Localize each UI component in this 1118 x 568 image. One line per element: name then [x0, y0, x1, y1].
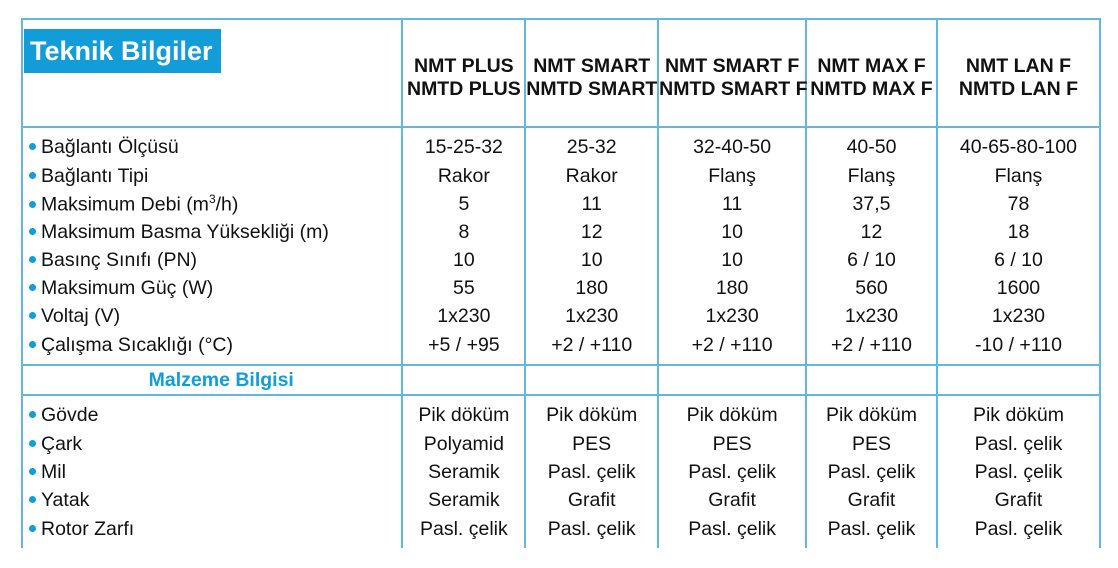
spec-value: 10 [658, 218, 806, 246]
model-name: NMT LAN F [965, 55, 1071, 77]
spec-value: 1x230 [525, 302, 658, 330]
spec-label [22, 430, 402, 458]
spec-value: 32-40-50 [658, 127, 806, 162]
spec-value: -10 / +110 [937, 330, 1100, 365]
bullet-icon [29, 201, 36, 208]
technical-spec-table [21, 18, 1101, 548]
spec-value: +2 / +110 [525, 330, 658, 365]
model-header-5 [937, 19, 1100, 127]
spec-value: Flanş [658, 162, 806, 190]
spec-label [22, 395, 402, 430]
spec-value: 6 / 10 [937, 246, 1100, 274]
spec-label-text: Mil [41, 460, 66, 483]
material-rows [22, 395, 1100, 548]
spec-label-text: Çark [41, 432, 83, 455]
bullet-icon [29, 411, 36, 418]
spec-value: 40-65-80-100 [937, 127, 1100, 162]
spec-row [22, 162, 1100, 190]
bullet-icon [29, 440, 36, 447]
bullet-icon [29, 468, 36, 475]
spec-label-text: Maksimum Güç (W) [41, 276, 214, 299]
spec-label [22, 274, 402, 302]
spec-label-text: Yatak [41, 488, 90, 511]
spec-label [22, 127, 402, 162]
model-name: NMT SMART F [664, 55, 800, 77]
spec-value: 40-50 [806, 127, 937, 162]
model-name-alt: NMTD SMART [526, 78, 658, 100]
spec-label-text: Çalışma Sıcaklığı (°C) [41, 333, 234, 356]
spec-row [22, 330, 1100, 365]
spec-row [22, 395, 1100, 430]
spec-value: 560 [806, 274, 937, 302]
spec-value: Grafit [525, 486, 658, 514]
model-name: NMT MAX F [817, 55, 926, 77]
spec-value: 15-25-32 [402, 127, 525, 162]
spec-value: 10 [402, 246, 525, 274]
spec-label-text: Maksimum Basma Yüksekliği (m) [41, 220, 329, 243]
spec-label [22, 190, 402, 218]
model-name-alt: NMTD SMART F [659, 78, 808, 100]
spec-value: 1x230 [806, 302, 937, 330]
spec-value: 78 [937, 190, 1100, 218]
spec-value: Grafit [806, 486, 937, 514]
spec-value: 5 [402, 190, 525, 218]
model-name-alt: NMTD MAX F [810, 78, 933, 100]
spec-row [22, 302, 1100, 330]
spec-value: +2 / +110 [806, 330, 937, 365]
spec-value: Rakor [402, 162, 525, 190]
model-header-4 [806, 19, 937, 127]
spec-value: Pasl. çelik [658, 514, 806, 548]
bullet-icon [29, 312, 36, 319]
spec-value: Seramik [402, 486, 525, 514]
spec-value: Grafit [658, 486, 806, 514]
model-header-2 [525, 19, 658, 127]
model-header-3 [658, 19, 806, 127]
spec-row [22, 514, 1100, 548]
spec-value: PES [525, 430, 658, 458]
empty-cell [658, 365, 806, 395]
spec-value: 55 [402, 274, 525, 302]
spec-value: Pik döküm [937, 395, 1100, 430]
empty-cell [525, 365, 658, 395]
empty-cell [402, 365, 525, 395]
model-header-1 [402, 19, 525, 127]
model-name: NMT SMART [533, 55, 651, 77]
spec-label-text: Maksimum Debi (m [41, 193, 209, 216]
header-row [22, 19, 1100, 127]
material-section-title: Malzeme Bilgisi [22, 365, 402, 395]
spec-value: 180 [658, 274, 806, 302]
spec-value: 1x230 [937, 302, 1100, 330]
spec-value: 12 [806, 218, 937, 246]
spec-value: 6 / 10 [806, 246, 937, 274]
bullet-icon [29, 525, 36, 532]
spec-label-text: Basınç Sınıfı (PN) [41, 248, 198, 271]
bullet-icon [29, 143, 36, 150]
bullet-icon [29, 496, 36, 503]
spec-value: 10 [525, 246, 658, 274]
bullet-icon [29, 341, 36, 348]
spec-label [22, 514, 402, 548]
spec-value: Pasl. çelik [806, 514, 937, 548]
empty-cell [937, 365, 1100, 395]
spec-row [22, 430, 1100, 458]
spec-value: Pik döküm [658, 395, 806, 430]
spec-value: Pasl. çelik [937, 458, 1100, 486]
spec-row [22, 127, 1100, 162]
material-section-row [22, 365, 1100, 395]
spec-value: +2 / +110 [658, 330, 806, 365]
spec-label [22, 162, 402, 190]
spec-label-text: /h) [215, 193, 239, 216]
spec-label-text: Bağlantı Ölçüsü [41, 135, 179, 158]
model-name: NMT PLUS [414, 55, 514, 77]
spec-row [22, 274, 1100, 302]
spec-label-text: Rotor Zarfı [41, 517, 135, 540]
spec-label [22, 218, 402, 246]
spec-value: 1x230 [402, 302, 525, 330]
spec-label-text: Voltaj (V) [41, 304, 121, 327]
spec-value: Pik döküm [806, 395, 937, 430]
spec-row [22, 246, 1100, 274]
spec-value: 10 [658, 246, 806, 274]
spec-value: Polyamid [402, 430, 525, 458]
model-name-alt: NMTD PLUS [406, 78, 521, 100]
spec-value: 8 [402, 218, 525, 246]
spec-value: 1600 [937, 274, 1100, 302]
spec-label [22, 330, 402, 365]
spec-value: Pik döküm [402, 395, 525, 430]
spec-value: Pasl. çelik [525, 458, 658, 486]
spec-label [22, 458, 402, 486]
spec-value: 18 [937, 218, 1100, 246]
spec-value: +5 / +95 [402, 330, 525, 365]
spec-value: Flanş [806, 162, 937, 190]
spec-value: 37,5 [806, 190, 937, 218]
spec-label [22, 486, 402, 514]
spec-value: Pasl. çelik [806, 458, 937, 486]
spec-value: Seramik [402, 458, 525, 486]
spec-value: Pasl. çelik [525, 514, 658, 548]
spec-value: PES [658, 430, 806, 458]
spec-value: 11 [658, 190, 806, 218]
spec-value: PES [806, 430, 937, 458]
bullet-icon [29, 284, 36, 291]
bullet-icon [29, 172, 36, 179]
spec-value: Pasl. çelik [937, 430, 1100, 458]
bullet-icon [29, 256, 36, 263]
spec-value: Pasl. çelik [658, 458, 806, 486]
spec-label-text: Gövde [41, 403, 99, 426]
spec-label-text: 3 [208, 191, 216, 206]
spec-value: Rakor [525, 162, 658, 190]
model-name-alt: NMTD LAN F [958, 78, 1079, 100]
empty-cell [806, 365, 937, 395]
spec-value: 12 [525, 218, 658, 246]
spec-value: Pik döküm [525, 395, 658, 430]
spec-value: Grafit [937, 486, 1100, 514]
technical-rows [22, 127, 1100, 365]
spec-value: Flanş [937, 162, 1100, 190]
bullet-icon [29, 228, 36, 235]
spec-value: 25-32 [525, 127, 658, 162]
spec-row [22, 486, 1100, 514]
spec-value: 11 [525, 190, 658, 218]
spec-value: Pasl. çelik [402, 514, 525, 548]
page-title: Teknik Bilgiler [24, 29, 221, 73]
spec-label-text: Bağlantı Tipi [41, 164, 149, 187]
spec-value: 180 [525, 274, 658, 302]
spec-label [22, 246, 402, 274]
spec-row [22, 218, 1100, 246]
spec-label [22, 302, 402, 330]
spec-value: Pasl. çelik [937, 514, 1100, 548]
spec-value: 1x230 [658, 302, 806, 330]
spec-row [22, 190, 1100, 218]
title-cell [22, 19, 402, 127]
spec-row [22, 458, 1100, 486]
